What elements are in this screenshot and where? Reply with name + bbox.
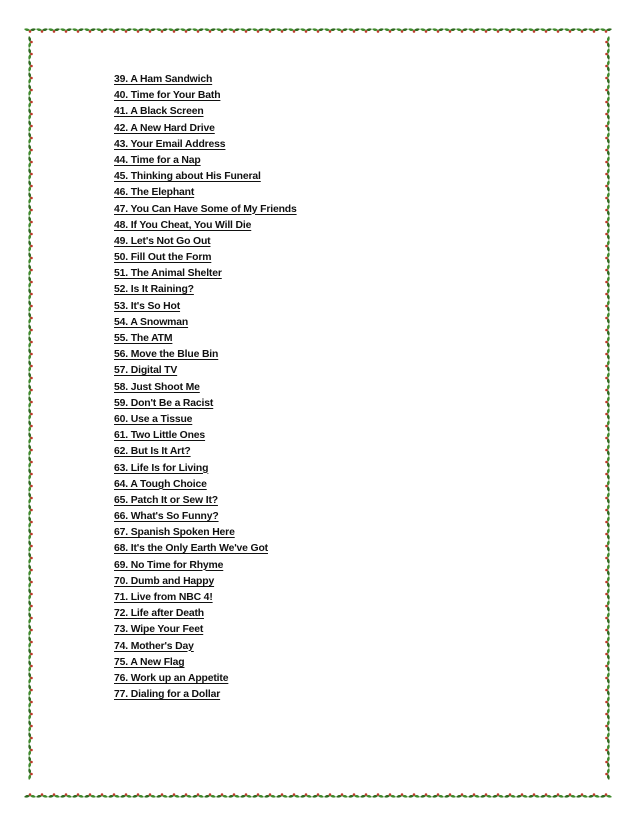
holly-sprig-icon bbox=[492, 28, 504, 32]
holly-sprig-icon bbox=[28, 216, 32, 228]
list-item[interactable]: 48. If You Cheat, You Will Die bbox=[114, 219, 252, 231]
holly-sprig-icon bbox=[336, 793, 348, 797]
holly-sprig-icon bbox=[28, 552, 32, 564]
holly-sprig-icon bbox=[605, 48, 609, 60]
holly-sprig-icon bbox=[28, 600, 32, 612]
holly-sprig-icon bbox=[605, 732, 609, 744]
holly-sprig-icon bbox=[28, 84, 32, 96]
holly-sprig-icon bbox=[216, 793, 228, 797]
holly-sprig-icon bbox=[28, 192, 32, 204]
holly-sprig-icon bbox=[192, 28, 204, 32]
holly-sprig-icon bbox=[605, 624, 609, 636]
holly-sprig-icon bbox=[408, 28, 420, 32]
holly-sprig-icon bbox=[312, 28, 324, 32]
holly-sprig-icon bbox=[605, 384, 609, 396]
holly-sprig-icon bbox=[348, 28, 360, 32]
holly-sprig-icon bbox=[605, 576, 609, 588]
list-item[interactable]: 70. Dumb and Happy bbox=[114, 575, 215, 587]
holly-sprig-icon bbox=[516, 28, 528, 32]
holly-sprig-icon bbox=[120, 28, 132, 32]
holly-sprig-icon bbox=[492, 793, 504, 797]
holly-sprig-icon bbox=[28, 420, 32, 432]
holly-sprig-icon bbox=[605, 468, 609, 480]
holly-sprig-icon bbox=[605, 504, 609, 516]
holly-sprig-icon bbox=[96, 28, 108, 32]
holly-sprig-icon bbox=[252, 793, 264, 797]
holly-sprig-icon bbox=[28, 288, 32, 300]
holly-sprig-icon bbox=[48, 28, 60, 32]
holly-sprig-icon bbox=[605, 528, 609, 540]
holly-sprig-icon bbox=[605, 564, 609, 576]
holly-sprig-icon bbox=[552, 793, 564, 797]
holly-sprig-icon bbox=[28, 48, 32, 60]
holly-sprig-icon bbox=[204, 793, 216, 797]
holly-sprig-icon bbox=[605, 540, 609, 552]
holly-sprig-icon bbox=[564, 793, 576, 797]
list-item[interactable]: 43. Your Email Address bbox=[114, 138, 226, 150]
holly-sprig-icon bbox=[360, 28, 372, 32]
holly-sprig-icon bbox=[324, 28, 336, 32]
holly-sprig-icon bbox=[144, 793, 156, 797]
holly-sprig-icon bbox=[480, 28, 492, 32]
list-item[interactable]: 65. Patch It or Sew It? bbox=[114, 494, 218, 506]
list-item[interactable]: 41. A Black Screen bbox=[114, 106, 204, 118]
holly-sprig-icon bbox=[28, 204, 32, 216]
list-item[interactable]: 49. Let's Not Go Out bbox=[114, 235, 211, 247]
holly-sprig-icon bbox=[605, 348, 609, 360]
holly-sprig-icon bbox=[605, 132, 609, 144]
holly-sprig-icon bbox=[396, 793, 408, 797]
holly-sprig-icon bbox=[605, 432, 609, 444]
holly-sprig-icon bbox=[605, 516, 609, 528]
holly-sprig-icon bbox=[36, 793, 48, 797]
holly-sprig-icon bbox=[28, 732, 32, 744]
holly-sprig-icon bbox=[605, 720, 609, 732]
holly-sprig-icon bbox=[72, 793, 84, 797]
holly-sprig-icon bbox=[605, 552, 609, 564]
holly-sprig-icon bbox=[276, 793, 288, 797]
list-item[interactable]: 71. Live from NBC 4! bbox=[114, 592, 213, 603]
holly-sprig-icon bbox=[24, 28, 36, 32]
list-item[interactable]: 69. No Time for Rhyme bbox=[114, 559, 224, 571]
holly-sprig-icon bbox=[605, 156, 609, 168]
holly-sprig-icon bbox=[28, 252, 32, 264]
holly-sprig-icon bbox=[28, 96, 32, 108]
holly-sprig-icon bbox=[605, 96, 609, 108]
list-item[interactable]: 46. The Elephant bbox=[114, 187, 195, 199]
holly-sprig-icon bbox=[384, 28, 396, 32]
holly-sprig-icon bbox=[28, 744, 32, 756]
holly-sprig-icon bbox=[605, 360, 609, 372]
holly-sprig-icon bbox=[264, 28, 276, 32]
list-item[interactable]: 39. A Ham Sandwich bbox=[114, 74, 213, 85]
holly-sprig-icon bbox=[588, 28, 600, 32]
holly-sprig-icon bbox=[605, 324, 609, 336]
holly-sprig-icon bbox=[28, 660, 32, 672]
holly-sprig-icon bbox=[605, 456, 609, 468]
holly-sprig-icon bbox=[516, 793, 528, 797]
holly-sprig-icon bbox=[540, 793, 552, 797]
holly-sprig-icon bbox=[408, 793, 420, 797]
holly-sprig-icon bbox=[120, 793, 132, 797]
holly-sprig-icon bbox=[28, 432, 32, 444]
holly-sprig-icon bbox=[28, 624, 32, 636]
holly-sprig-icon bbox=[420, 793, 432, 797]
holly-sprig-icon bbox=[605, 312, 609, 324]
title-list bbox=[114, 72, 297, 703]
holly-sprig-icon bbox=[132, 793, 144, 797]
holly-sprig-icon bbox=[156, 28, 168, 32]
holly-sprig-icon bbox=[396, 28, 408, 32]
list-item[interactable]: 59. Don't Be a Racist bbox=[114, 397, 214, 409]
holly-sprig-icon bbox=[28, 384, 32, 396]
holly-sprig-icon bbox=[28, 492, 32, 504]
list-item[interactable]: 63. Life Is for Living bbox=[114, 462, 209, 474]
holly-sprig-icon bbox=[605, 84, 609, 96]
holly-sprig-icon bbox=[540, 28, 552, 32]
holly-sprig-icon bbox=[108, 28, 120, 32]
holly-sprig-icon bbox=[28, 132, 32, 144]
list-item[interactable]: 73. Wipe Your Feet bbox=[114, 624, 204, 636]
holly-sprig-icon bbox=[360, 793, 372, 797]
holly-sprig-icon bbox=[605, 216, 609, 228]
holly-sprig-icon bbox=[432, 28, 444, 32]
holly-sprig-icon bbox=[28, 756, 32, 768]
holly-sprig-icon bbox=[588, 793, 600, 797]
list-item[interactable]: 77. Dialing for a Dollar bbox=[114, 689, 221, 701]
holly-sprig-icon bbox=[348, 793, 360, 797]
holly-sprig-icon bbox=[605, 288, 609, 300]
holly-sprig-icon bbox=[28, 564, 32, 576]
list-item[interactable]: 75. A New Flag bbox=[114, 656, 185, 668]
holly-sprig-icon bbox=[605, 276, 609, 288]
list-item[interactable]: 72. Life after Death bbox=[114, 608, 204, 620]
list-item[interactable]: 44. Time for a Nap bbox=[114, 154, 201, 166]
holly-sprig-icon bbox=[28, 684, 32, 696]
list-item[interactable]: 58. Just Shoot Me bbox=[114, 381, 200, 393]
list-item[interactable]: 62. But Is It Art? bbox=[114, 446, 191, 458]
holly-sprig-icon bbox=[576, 793, 588, 797]
holly-sprig-icon bbox=[192, 793, 204, 797]
holly-sprig-icon bbox=[28, 120, 32, 132]
holly-sprig-icon bbox=[605, 588, 609, 600]
holly-sprig-icon bbox=[28, 324, 32, 336]
holly-sprig-icon bbox=[605, 708, 609, 720]
holly-sprig-icon bbox=[28, 612, 32, 624]
holly-sprig-icon bbox=[605, 252, 609, 264]
holly-sprig-icon bbox=[276, 28, 288, 32]
holly-sprig-icon bbox=[605, 660, 609, 672]
holly-sprig-icon bbox=[28, 456, 32, 468]
holly-sprig-icon bbox=[600, 793, 612, 797]
holly-sprig-icon bbox=[605, 768, 609, 780]
holly-sprig-icon bbox=[288, 28, 300, 32]
holly-sprig-icon bbox=[605, 336, 609, 348]
holly-sprig-icon bbox=[84, 28, 96, 32]
holly-sprig-icon bbox=[605, 744, 609, 756]
holly-sprig-icon bbox=[36, 28, 48, 32]
holly-sprig-icon bbox=[28, 312, 32, 324]
holly-sprig-icon bbox=[605, 60, 609, 72]
holly-sprig-icon bbox=[468, 793, 480, 797]
holly-sprig-icon bbox=[605, 444, 609, 456]
holly-sprig-icon bbox=[600, 28, 612, 32]
holly-sprig-icon bbox=[605, 180, 609, 192]
holly-sprig-icon bbox=[605, 228, 609, 240]
holly-sprig-icon bbox=[456, 793, 468, 797]
holly-sprig-icon bbox=[605, 756, 609, 768]
list-item[interactable]: 64. A Tough Choice bbox=[114, 478, 207, 490]
holly-sprig-icon bbox=[28, 360, 32, 372]
holly-sprig-icon bbox=[28, 708, 32, 720]
holly-sprig-icon bbox=[605, 204, 609, 216]
holly-sprig-icon bbox=[180, 28, 192, 32]
holly-sprig-icon bbox=[28, 636, 32, 648]
list-item[interactable]: 45. Thinking about His Funeral bbox=[114, 171, 261, 183]
holly-sprig-icon bbox=[605, 300, 609, 312]
holly-sprig-icon bbox=[28, 396, 32, 408]
holly-sprig-icon bbox=[28, 108, 32, 120]
holly-sprig-icon bbox=[605, 492, 609, 504]
list-item[interactable]: 51. The Animal Shelter bbox=[114, 268, 222, 280]
holly-sprig-icon bbox=[605, 600, 609, 612]
list-item[interactable]: 68. It's the Only Earth We've Got bbox=[114, 543, 268, 555]
list-item[interactable]: 56. Move the Blue Bin bbox=[114, 349, 219, 361]
list-item[interactable]: 67. Spanish Spoken Here bbox=[114, 527, 235, 539]
holly-sprig-icon bbox=[28, 720, 32, 732]
holly-sprig-icon bbox=[216, 28, 228, 32]
holly-sprig-icon bbox=[28, 480, 32, 492]
holly-sprig-icon bbox=[420, 28, 432, 32]
holly-sprig-icon bbox=[228, 793, 240, 797]
holly-sprig-icon bbox=[28, 60, 32, 72]
list-item[interactable]: 76. Work up an Appetite bbox=[114, 672, 229, 684]
holly-sprig-icon bbox=[605, 108, 609, 120]
holly-sprig-icon bbox=[168, 793, 180, 797]
holly-sprig-icon bbox=[576, 28, 588, 32]
holly-sprig-icon bbox=[28, 588, 32, 600]
holly-sprig-icon bbox=[28, 516, 32, 528]
holly-sprig-icon bbox=[28, 144, 32, 156]
holly-sprig-icon bbox=[96, 793, 108, 797]
holly-sprig-icon bbox=[28, 768, 32, 780]
holly-sprig-icon bbox=[24, 793, 36, 797]
holly-sprig-icon bbox=[605, 684, 609, 696]
list-item[interactable]: 61. Two Little Ones bbox=[114, 430, 206, 442]
holly-sprig-icon bbox=[605, 480, 609, 492]
list-item[interactable]: 42. A New Hard Drive bbox=[114, 122, 215, 134]
holly-sprig-icon bbox=[605, 408, 609, 420]
holly-sprig-icon bbox=[28, 228, 32, 240]
holly-sprig-icon bbox=[156, 793, 168, 797]
holly-sprig-icon bbox=[552, 28, 564, 32]
holly-sprig-icon bbox=[336, 28, 348, 32]
holly-sprig-icon bbox=[252, 28, 264, 32]
holly-sprig-icon bbox=[132, 28, 144, 32]
holly-sprig-icon bbox=[168, 28, 180, 32]
holly-sprig-icon bbox=[605, 372, 609, 384]
list-item[interactable]: 74. Mother's Day bbox=[114, 640, 194, 652]
holly-sprig-icon bbox=[28, 540, 32, 552]
holly-sprig-icon bbox=[60, 28, 72, 32]
holly-sprig-icon bbox=[28, 72, 32, 84]
holly-sprig-icon bbox=[28, 528, 32, 540]
holly-sprig-icon bbox=[28, 240, 32, 252]
holly-sprig-icon bbox=[444, 793, 456, 797]
holly-sprig-icon bbox=[28, 372, 32, 384]
holly-sprig-icon bbox=[180, 793, 192, 797]
holly-sprig-icon bbox=[72, 28, 84, 32]
holly-sprig-icon bbox=[324, 793, 336, 797]
holly-sprig-icon bbox=[372, 793, 384, 797]
holly-sprig-icon bbox=[28, 672, 32, 684]
holly-sprig-icon bbox=[312, 793, 324, 797]
holly-sprig-icon bbox=[605, 240, 609, 252]
holly-sprig-icon bbox=[504, 28, 516, 32]
holly-sprig-icon bbox=[432, 793, 444, 797]
holly-sprig-icon bbox=[240, 793, 252, 797]
holly-sprig-icon bbox=[84, 793, 96, 797]
holly-sprig-icon bbox=[28, 168, 32, 180]
list-item[interactable]: 60. Use a Tissue bbox=[114, 413, 193, 425]
holly-sprig-icon bbox=[28, 504, 32, 516]
holly-sprig-icon bbox=[28, 348, 32, 360]
holly-sprig-icon bbox=[605, 144, 609, 156]
holly-sprig-icon bbox=[456, 28, 468, 32]
holly-sprig-icon bbox=[28, 408, 32, 420]
holly-sprig-icon bbox=[144, 28, 156, 32]
holly-sprig-icon bbox=[605, 168, 609, 180]
list-item[interactable]: 66. What's So Funny? bbox=[114, 511, 219, 523]
holly-sprig-icon bbox=[204, 28, 216, 32]
holly-sprig-icon bbox=[228, 28, 240, 32]
holly-sprig-icon bbox=[468, 28, 480, 32]
holly-sprig-icon bbox=[28, 180, 32, 192]
holly-sprig-icon bbox=[60, 793, 72, 797]
holly-sprig-icon bbox=[372, 28, 384, 32]
list-item[interactable]: 50. Fill Out the Form bbox=[114, 252, 212, 264]
holly-sprig-icon bbox=[605, 696, 609, 708]
holly-sprig-icon bbox=[28, 276, 32, 288]
holly-sprig-icon bbox=[28, 468, 32, 480]
holly-sprig-icon bbox=[300, 28, 312, 32]
holly-sprig-icon bbox=[108, 793, 120, 797]
list-item[interactable]: 54. A Snowman bbox=[114, 316, 189, 328]
list-item[interactable]: 53. It's So Hot bbox=[114, 300, 181, 312]
holly-sprig-icon bbox=[605, 120, 609, 132]
holly-sprig-icon bbox=[605, 420, 609, 432]
holly-sprig-icon bbox=[28, 336, 32, 348]
holly-sprig-icon bbox=[605, 72, 609, 84]
holly-sprig-icon bbox=[605, 396, 609, 408]
holly-sprig-icon bbox=[480, 793, 492, 797]
holly-sprig-icon bbox=[300, 793, 312, 797]
holly-sprig-icon bbox=[28, 300, 32, 312]
holly-sprig-icon bbox=[564, 28, 576, 32]
holly-sprig-icon bbox=[504, 793, 516, 797]
holly-sprig-icon bbox=[28, 696, 32, 708]
holly-sprig-icon bbox=[28, 576, 32, 588]
holly-sprig-icon bbox=[605, 648, 609, 660]
holly-sprig-icon bbox=[264, 793, 276, 797]
list-item[interactable]: 55. The ATM bbox=[114, 333, 173, 344]
holly-sprig-icon bbox=[605, 36, 609, 48]
holly-sprig-icon bbox=[48, 793, 60, 797]
holly-sprig-icon bbox=[288, 793, 300, 797]
list-item[interactable]: 40. Time for Your Bath bbox=[114, 90, 221, 102]
holly-sprig-icon bbox=[240, 28, 252, 32]
holly-sprig-icon bbox=[28, 648, 32, 660]
holly-sprig-icon bbox=[28, 36, 32, 48]
list-item[interactable]: 57. Digital TV bbox=[114, 365, 178, 377]
holly-sprig-icon bbox=[384, 793, 396, 797]
holly-sprig-icon bbox=[444, 28, 456, 32]
holly-sprig-icon bbox=[28, 156, 32, 168]
holly-sprig-icon bbox=[528, 793, 540, 797]
list-item[interactable]: 47. You Can Have Some of My Friends bbox=[114, 203, 297, 215]
holly-sprig-icon bbox=[28, 444, 32, 456]
holly-sprig-icon bbox=[605, 192, 609, 204]
holly-sprig-icon bbox=[528, 28, 540, 32]
holly-sprig-icon bbox=[605, 264, 609, 276]
holly-sprig-icon bbox=[605, 636, 609, 648]
holly-sprig-icon bbox=[605, 672, 609, 684]
holly-sprig-icon bbox=[605, 612, 609, 624]
holly-sprig-icon bbox=[28, 264, 32, 276]
list-item[interactable]: 52. Is It Raining? bbox=[114, 284, 194, 296]
